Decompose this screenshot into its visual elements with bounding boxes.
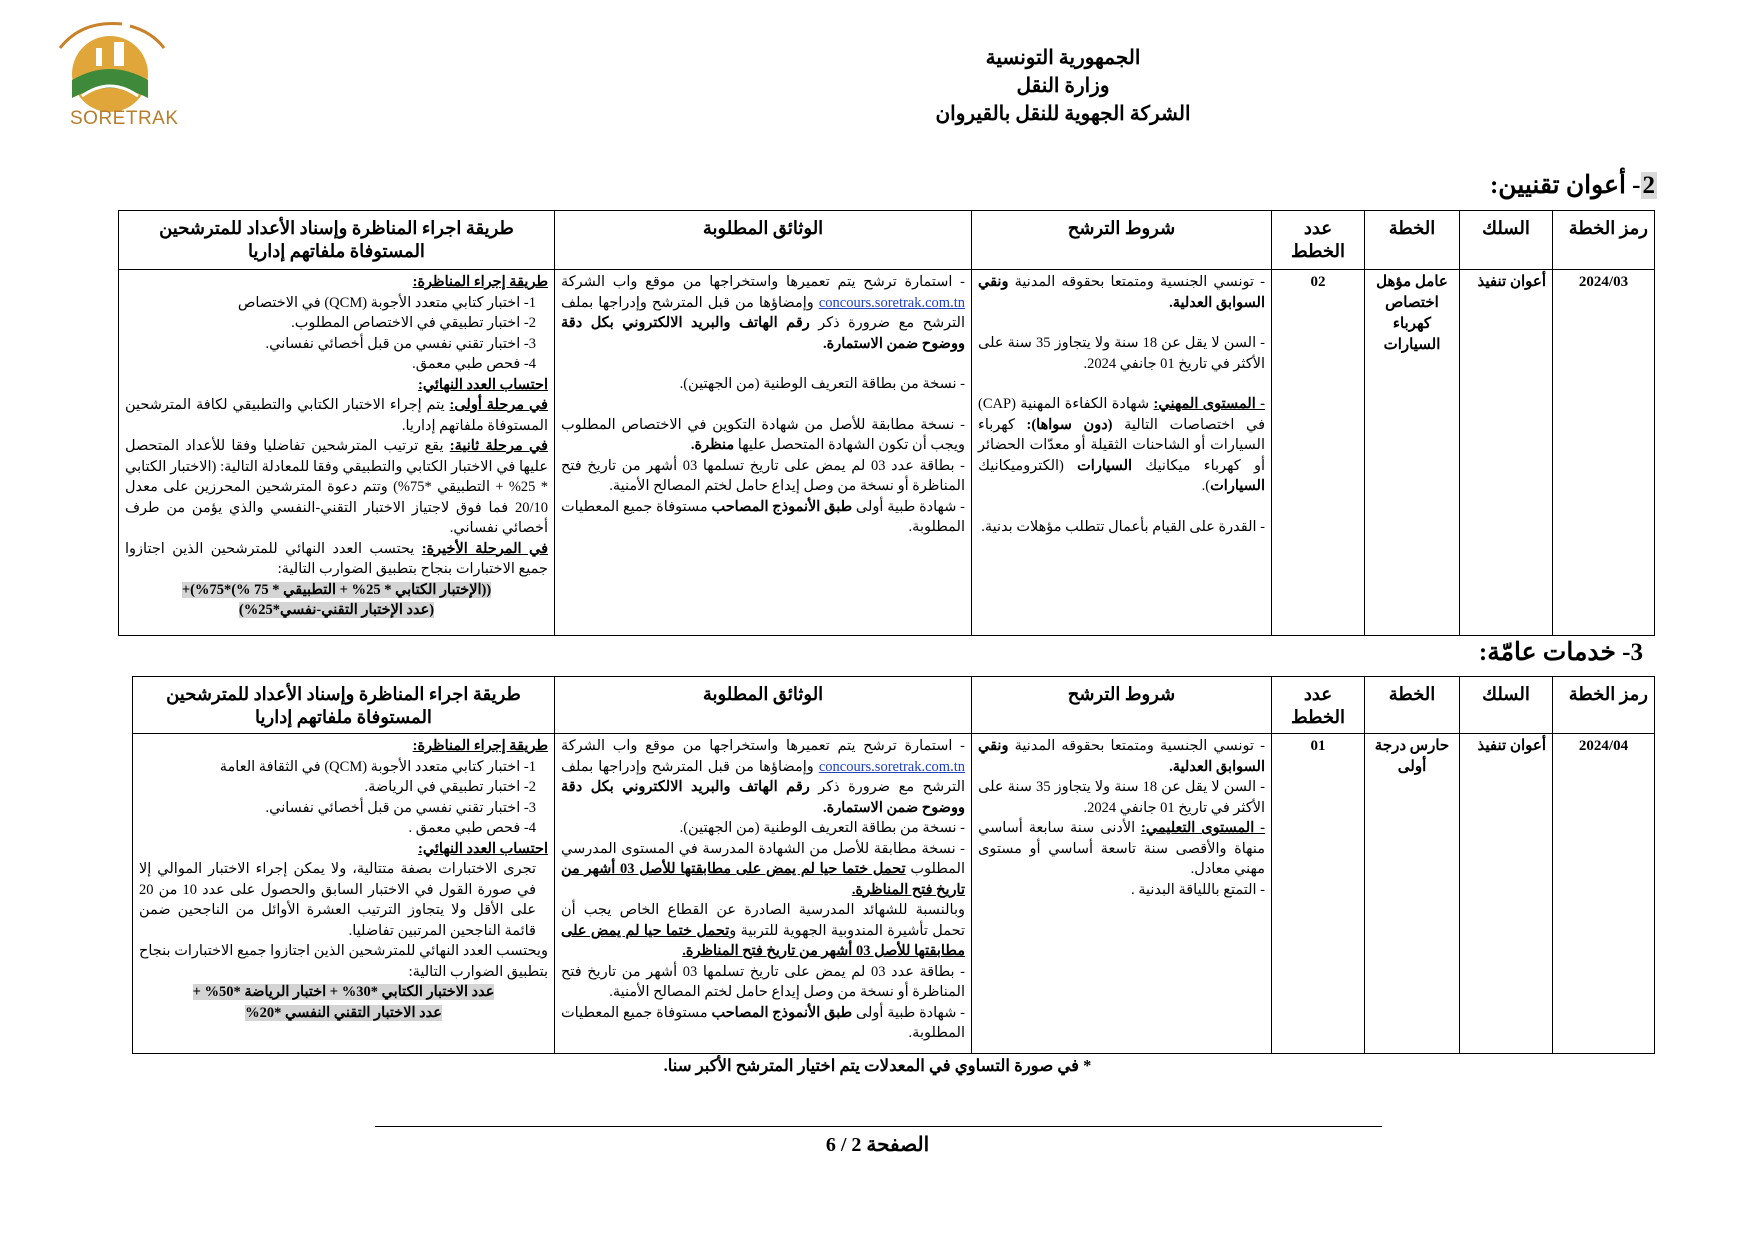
document-training-certificate: - نسخة مطابقة للأصل من شهادة التكوين في الاختصاص المطلوب ويجب أن تكون الشهادة المتحصل عليها منظرة. [561,416,965,453]
method-cell [133,734,555,1054]
col-plan: الخطة [1365,211,1460,270]
col-conditions: شروط الترشح [972,211,1272,270]
website-link[interactable]: concours.soretrak.com.tn [818,294,965,311]
logo-text: SORETRAK [70,108,179,129]
method-step-2: 2- اختبار تطبيقي في الرياضة. [364,779,536,795]
section-dash: - [1632,172,1641,199]
document-id-card: - نسخة من بطاقة التعريف الوطنية (من الجهتين). [679,376,965,392]
formula-line-1: ((الإختبار الكتابي * 25% + التطبيقي * 75 %)*75%)+ [181,581,492,598]
section-title-text: أعوان تقنيين: [1489,172,1633,199]
documents-cell [555,734,972,1054]
header-company: الشركة الجهوية للنقل بالقيروان [935,103,1191,125]
condition-education-level: - المستوى التعليمي: الأدنى سنة سابعة أساسي منهاة والأقصى سنة تاسعة أساسي أو مستوى مهني معادل. [978,820,1265,877]
col-conditions: شروط الترشح [972,677,1272,734]
document-medical-certificate: - شهادة طبية أولى طبق الأنموذج المصاحب مستوفاة جميع المعطيات المطلوبة. [561,498,966,535]
condition-professional-level: - المستوى المهني: شهادة الكفاءة المهنية (CAP) في اختصاصات التالية (دون سواها): كهرباء السيارات أو الشاحنات الثقيلة أو معدّات الحضائر أو كهرباء ميكانيك السيارات (الكتروميكانيك السيارات). [978,396,1266,494]
document-school-certificate: - نسخة مطابقة للأصل من الشهادة المدرسة في المستوى المدرسي المطلوب تحمل ختما حيا لم يمض على مطابقتها للأصل 03 أشهر من تاريخ فتح المناظرة. [561,840,965,898]
col-code: رمز الخطة [1553,211,1655,270]
phase-1: في مرحلة أولى: يتم إجراء الاختبار الكتابي والتطبيقي لكافة المترشحين المستوفاة ملفاتهم إداريا. [125,397,548,434]
method-step-4: 4- فحص طبي معمق . [408,820,536,836]
final-score-rule: تجرى الاختبارات بصفة متتالية، ولا يمكن إجراء الاختبار الموالي إلا في صورة القول في الاختبار السابق والحصول على عدد 10 من 20 على الأقل ولا يتجاوز الترتيب العشرة الأوائل من الناجحين ضمن قائمة الناجحين المرتبين تفاضليا. [139,861,536,939]
header-ministry: وزارة النقل [1016,75,1110,97]
method-heading: طريقة إجراء المناظرة: [412,274,548,290]
section-title-general-services [1479,637,1643,667]
col-method: طريقة اجراء المناظرة وإسناد الأعداد للمترشحين المستوفاة ملفاتهم إداريا [119,211,555,270]
col-count: عدد الخطط [1272,677,1365,734]
final-score-heading: احتساب العدد النهائي: [417,376,548,393]
condition-nationality: - تونسي الجنسية ومتمتعا بحقوقه المدنية ونقي السوابق العدلية. [978,738,1265,775]
condition-age: - السن لا يقل عن 18 سنة ولا يتجاوز 35 سنة على الأكثر في تاريخ 01 جانفي 2024. [978,335,1266,372]
formula-line-1: عدد الاختبار الكتابي *30% + اختبار الرياضة *50% + [192,984,495,1000]
section-title-text: خدمات عامّة: [1478,639,1623,666]
phase-2: في مرحلة ثانية: يقع ترتيب المترشحين تفاضليا وفقا للأعداد المتحصل عليها في الاختبار الكتابي والتطبيقي وفقا للمعادلة التالية: (الاختبار الكتابي * 25% + التطبيقي *75%) وتتم دعوة المترشحين المحرزين على معدل 20/10 فما فوق لاجتياز الاختبار التقني-النفسي والذي يؤمن من طرف أخصائي نفساني. [125,438,549,536]
section-number: 2 [1642,172,1655,199]
plan-corps: أعوان تنفيذ [1460,734,1553,1054]
conditions-cell [972,270,1272,636]
plan-code: 2024/04 [1553,734,1655,1054]
soretrak-logo [52,18,179,130]
plan-count: 02 [1272,270,1365,636]
formula-line-2: (عدد الإختبار التقني-نفسي*25%) [238,602,435,618]
table-header-row [133,677,1655,734]
col-documents: الوثائق المطلوبة [555,211,972,270]
documents-cell [555,270,972,636]
col-code: رمز الخطة [1553,677,1655,734]
method-step-3: 3- اختبار تقني نفسي من قبل أخصائي نفساني. [265,335,536,352]
section-dash: - [1622,639,1631,666]
document-header [903,44,1223,128]
phase-3: في المرحلة الأخيرة: يحتسب العدد النهائي للمترشحين الذين اجتازوا جميع الاختبارات بنجاح بتطبيق الضوارب التالية: [125,540,548,577]
header-republic: الجمهورية التونسية [985,47,1141,69]
technicians-table [118,210,1655,636]
method-step-1: 1- اختبار كتابي متعدد الأجوبة (QCM) في الثقافة العامة [219,758,536,775]
document-medical-certificate: - شهادة طبية أولى طبق الأنموذج المصاحب مستوفاة جميع المعطيات المطلوبة. [561,1004,966,1041]
plan-code: 2024/03 [1553,270,1655,636]
col-count: عدد الخطط [1272,211,1365,270]
col-corps: السلك [1460,677,1553,734]
condition-physical: - القدرة على القيام بأعمال تتطلب مؤهلات بدنية. [981,518,1265,535]
method-step-3: 3- اختبار تقني نفسي من قبل أخصائي نفساني. [265,799,536,816]
document-record-card: - بطاقة عدد 03 لم يمض على تاريخ تسلمها 03 أشهر من تاريخ فتح المناظرة أو نسخة من وصل إيداع حامل لختم المصالح الأمنية. [561,457,966,494]
general-services-table [132,676,1655,1054]
condition-nationality: - تونسي الجنسية ومتمتعا بحقوقه المدنية ونقي السوابق العدلية. [978,274,1265,311]
section-title-technicians [1490,170,1657,200]
document-private-school-certificate: وبالنسبة للشهائد المدرسية الصادرة عن القطاع الخاص يجب أن تحمل تأشيرة المندوبية الجهوية للتربية وتحمل ختما حيا لم يمض على مطابقتها للأصل 03 أشهر من تاريخ فتح المناظرة. [561,902,965,959]
plan-title: عامل مؤهل اختصاص كهرباء السيارات [1365,270,1460,636]
document-record-card: - بطاقة عدد 03 لم يمض على تاريخ تسلمها 03 أشهر من تاريخ فتح المناظرة أو نسخة من وصل إيداع حامل لختم المصالح الأمنية. [561,963,966,1000]
method-step-4: 4- فحص طبي معمق. [412,356,536,372]
document-application-form: - استمارة ترشح يتم تعميرها واستخراجها من موقع واب الشركة concours.soretrak.com.tn وإمضاؤها من قبل المترشح وإدراجها بملف الترشح مع ضرورة ذكر رقم الهاتف والبريد الالكتروني بكل دقة ووضوح ضمن الاستمارة. [561,274,965,352]
col-documents: الوثائق المطلوبة [555,677,972,734]
tie-break-note: * في صورة التساوي في المعدلات يتم اختيار المترشح الأكبر سنا. [663,1056,1092,1075]
document-application-form: - استمارة ترشح يتم تعميرها واستخراجها من موقع واب الشركة concours.soretrak.com.tn وإمضاؤها من قبل المترشح وإدراجها بملف الترشح مع ضرورة ذكر رقم الهاتف والبريد الالكتروني بكل دقة ووضوح ضمن الاستمارة. [561,738,965,816]
document-id-card: - نسخة من بطاقة التعريف الوطنية (من الجهتين). [679,820,965,836]
method-heading: طريقة إجراء المناظرة: [412,738,548,754]
footer-divider [375,1126,1382,1127]
condition-physical: - التمتع باللياقة البدنية . [1130,881,1265,898]
section-number: 3 [1630,639,1643,666]
final-score-weights-intro: ويحتسب العدد النهائي للمترشحين الذين اجتازوا جميع الاختبارات بنجاح بتطبيق الضوارب التالية: [139,943,548,980]
method-step-2: 2- اختبار تطبيقي في الاختصاص المطلوب. [291,315,536,331]
formula-line-2: عدد الاختبار التقني النفسي *20% [245,1004,442,1021]
final-score-heading: احتساب العدد النهائي: [417,840,548,857]
table-row [119,270,1655,636]
plan-corps: أعوان تنفيذ [1460,270,1553,636]
col-corps: السلك [1460,211,1553,270]
conditions-cell [972,734,1272,1054]
plan-title: حارس درجة أولى [1365,734,1460,1054]
table-header-row [119,211,1655,270]
logo-emblem-icon [52,18,172,113]
method-cell [119,270,555,636]
plan-count: 01 [1272,734,1365,1054]
page-number: الصفحة 2 / 6 [825,1134,930,1156]
method-step-1: 1- اختبار كتابي متعدد الأجوبة (QCM) في الاختصاص [237,294,536,311]
website-link[interactable]: concours.soretrak.com.tn [818,758,965,775]
condition-age: - السن لا يقل عن 18 سنة ولا يتجاوز 35 سنة على الأكثر في تاريخ 01 جانفي 2024. [978,779,1266,816]
col-method: طريقة اجراء المناظرة وإسناد الأعداد للمترشحين المستوفاة ملفاتهم إداريا [133,677,555,734]
col-plan: الخطة [1365,677,1460,734]
table-row [133,734,1655,1054]
